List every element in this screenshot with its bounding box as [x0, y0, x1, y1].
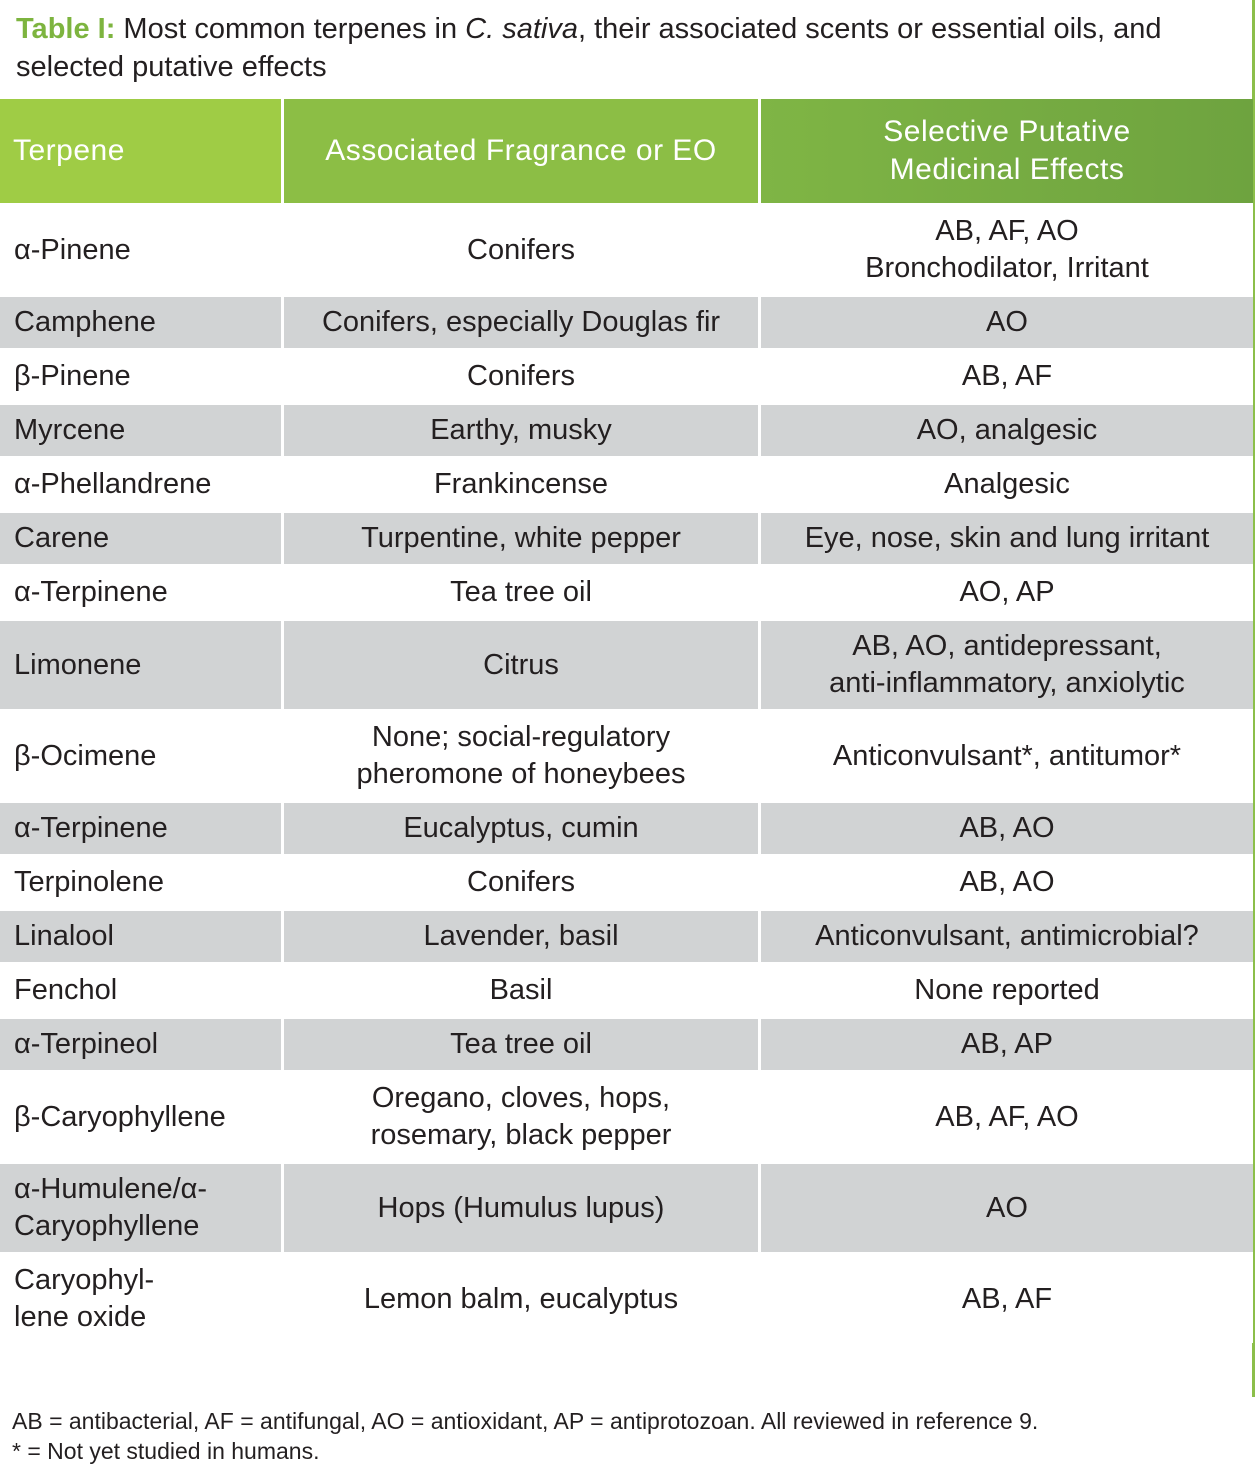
cell-fragrance [284, 203, 761, 294]
cell-effects [761, 564, 1253, 618]
cell-terpene [0, 402, 284, 456]
cell-fragrance [284, 564, 761, 618]
table-row [0, 402, 1253, 456]
cell-effects-line: anti-inflammatory, anxiolytic [829, 667, 1185, 699]
cell-fragrance-line: Conifers [467, 360, 575, 392]
cell-terpene-line: Linalool [14, 920, 114, 952]
cell-terpene-line: Myrcene [14, 414, 126, 446]
cell-terpene [0, 908, 284, 962]
cell-fragrance [284, 618, 761, 709]
cell-fragrance-line: pheromone of honeybees [356, 758, 686, 790]
cell-fragrance [284, 402, 761, 456]
cell-effects [761, 348, 1253, 402]
cell-fragrance-line: Conifers, especially Douglas fir [321, 306, 721, 338]
cell-fragrance [284, 294, 761, 348]
table-row [0, 962, 1253, 1016]
cell-fragrance [284, 854, 761, 908]
cell-fragrance [284, 962, 761, 1016]
cell-terpene-line: β-Caryophyllene [14, 1100, 226, 1133]
cell-fragrance-line: Lavender, basil [423, 920, 619, 952]
cell-effects-line: AO [986, 1191, 1028, 1224]
cell-terpene [0, 456, 284, 510]
cell-effects [761, 709, 1253, 800]
header-fragrance: Associated Fragrance or EO [284, 99, 761, 203]
footnotes [12, 1406, 1038, 1466]
table-row [0, 709, 1253, 800]
cell-effects [761, 294, 1253, 348]
cell-terpene [0, 800, 284, 854]
cell-effects [761, 402, 1253, 456]
table-row [0, 456, 1253, 510]
table-row [0, 1070, 1253, 1161]
cell-terpene [0, 618, 284, 709]
cell-fragrance-line: Citrus [483, 648, 559, 681]
cell-effects-line: AB, AP [961, 1028, 1053, 1060]
table-row [0, 1016, 1253, 1070]
table-row [0, 348, 1253, 402]
table-row [0, 510, 1253, 564]
terpene-table [0, 99, 1253, 1343]
caption-species: C. sativa [465, 13, 578, 45]
cell-effects-line: None reported [914, 974, 1100, 1006]
cell-effects-line: AB, AO, antidepressant, [852, 630, 1162, 662]
cell-terpene-line: Camphene [14, 306, 156, 338]
cell-effects [761, 1161, 1253, 1252]
header-row [0, 99, 1253, 203]
caption-label: Table I: [16, 13, 116, 45]
footnote-abbreviations: AB = antibacterial, AF = antifungal, AO = antioxidant, AP = antiprotozoan. All reviewed in reference 9. [12, 1408, 1039, 1434]
cell-fragrance-line: Conifers [467, 233, 575, 266]
cell-terpene-line: Caryophyllene [14, 1210, 200, 1242]
cell-terpene-line: β-Pinene [14, 360, 131, 392]
cell-terpene-line: Limonene [14, 648, 142, 681]
cell-effects-line: Anticonvulsant, antimicrobial? [815, 920, 1199, 952]
cell-fragrance-line: Earthy, musky [430, 414, 612, 446]
cell-fragrance [284, 456, 761, 510]
cell-fragrance [284, 908, 761, 962]
cell-effects [761, 510, 1253, 564]
cell-effects [761, 1070, 1253, 1161]
cell-effects [761, 962, 1253, 1016]
cell-effects-line: Eye, nose, skin and lung irritant [804, 522, 1210, 554]
cell-fragrance-line: Conifers [467, 866, 575, 898]
cell-fragrance [284, 1016, 761, 1070]
cell-terpene-line: Carene [14, 522, 110, 554]
cell-fragrance [284, 800, 761, 854]
cell-fragrance-line: Frankincense [433, 468, 609, 500]
cell-terpene [0, 854, 284, 908]
cell-terpene-line: α-Terpineol [14, 1028, 159, 1060]
cell-fragrance-line: rosemary, black pepper [370, 1119, 672, 1151]
cell-terpene [0, 1070, 284, 1161]
cell-fragrance [284, 1070, 761, 1161]
cell-fragrance-line: Tea tree oil [450, 1028, 592, 1060]
cell-effects-line: AB, AO [959, 866, 1055, 898]
table-row [0, 908, 1253, 962]
cell-effects-line: Analgesic [944, 468, 1070, 500]
cell-effects-line: Bronchodilator, Irritant [865, 252, 1149, 284]
cell-effects-line: AB, AF [961, 1282, 1053, 1315]
header-effects-line1: Selective Putative [883, 115, 1131, 148]
table-row [0, 800, 1253, 854]
cell-terpene [0, 1252, 284, 1343]
table-header [0, 99, 1253, 203]
cell-fragrance [284, 709, 761, 800]
cell-effects-line: AO, AP [959, 576, 1055, 608]
table-row [0, 564, 1253, 618]
table-caption [16, 10, 1246, 86]
cell-terpene [0, 709, 284, 800]
cell-fragrance [284, 1161, 761, 1252]
header-effects-line2: Medicinal Effects [889, 153, 1125, 186]
table-row [0, 1161, 1253, 1252]
cell-terpene [0, 1016, 284, 1070]
cell-effects [761, 854, 1253, 908]
cell-terpene-line: Fenchol [14, 974, 118, 1006]
cell-terpene-line: β-Ocimene [14, 739, 157, 772]
cell-fragrance-line: Basil [489, 974, 553, 1006]
cell-effects-line: AO, analgesic [916, 414, 1098, 446]
footnote-asterisk: * = Not yet studied in humans. [12, 1438, 320, 1464]
cell-effects [761, 908, 1253, 962]
cell-effects [761, 203, 1253, 294]
cell-terpene [0, 1161, 284, 1252]
cell-terpene-line: α-Humulene/α- [14, 1173, 208, 1205]
cell-effects-line: AB, AF, AO [935, 215, 1079, 247]
cell-terpene [0, 348, 284, 402]
cell-fragrance [284, 348, 761, 402]
cell-fragrance [284, 510, 761, 564]
cell-effects-line: AB, AF [961, 360, 1053, 392]
cell-fragrance-line: Oregano, cloves, hops, [371, 1082, 671, 1114]
table-body [0, 203, 1253, 1343]
cell-effects [761, 1016, 1253, 1070]
table-row [0, 1252, 1253, 1343]
cell-terpene [0, 510, 284, 564]
cell-terpene-line: α-Terpinene [14, 576, 168, 608]
caption-text-after: , their associated scents or essential oils, and selected putative effects [16, 13, 1162, 83]
cell-fragrance-line: Turpentine, white pepper [361, 522, 681, 554]
cell-terpene-line: α-Terpinene [14, 812, 168, 844]
cell-terpene-line: α-Pinene [14, 233, 131, 266]
table-row [0, 854, 1253, 908]
cell-effects-line: AB, AF, AO [935, 1100, 1079, 1133]
cell-fragrance-line: Lemon balm, eucalyptus [363, 1282, 679, 1315]
table-row [0, 203, 1253, 294]
cell-effects [761, 456, 1253, 510]
table-row [0, 618, 1253, 709]
cell-terpene [0, 294, 284, 348]
caption-text-before: Most common terpenes in [115, 13, 466, 45]
cell-terpene-line: α-Phellandrene [14, 468, 212, 500]
cell-effects [761, 1252, 1253, 1343]
cell-terpene-line: lene oxide [14, 1301, 147, 1333]
cell-fragrance [284, 1252, 761, 1343]
cell-fragrance-line: Hops (Humulus lupus) [377, 1191, 665, 1224]
cell-terpene-line: Terpinolene [14, 866, 164, 898]
cell-fragrance-line: Tea tree oil [450, 576, 592, 608]
cell-terpene-line: Caryophyl- [14, 1264, 155, 1296]
cell-terpene [0, 203, 284, 294]
cell-fragrance-line: None; social-regulatory [371, 721, 671, 753]
cell-effects [761, 618, 1253, 709]
cell-terpene [0, 962, 284, 1016]
cell-effects-line: AO [986, 306, 1028, 338]
table-row [0, 294, 1253, 348]
cell-effects-line: AB, AO [959, 812, 1055, 844]
header-terpene: Terpene [0, 99, 284, 203]
cell-effects-line: Anticonvulsant*, antitumor* [832, 739, 1182, 772]
cell-fragrance-line: Eucalyptus, cumin [403, 812, 639, 844]
cell-terpene [0, 564, 284, 618]
cell-effects [761, 800, 1253, 854]
header-effects [761, 99, 1253, 203]
